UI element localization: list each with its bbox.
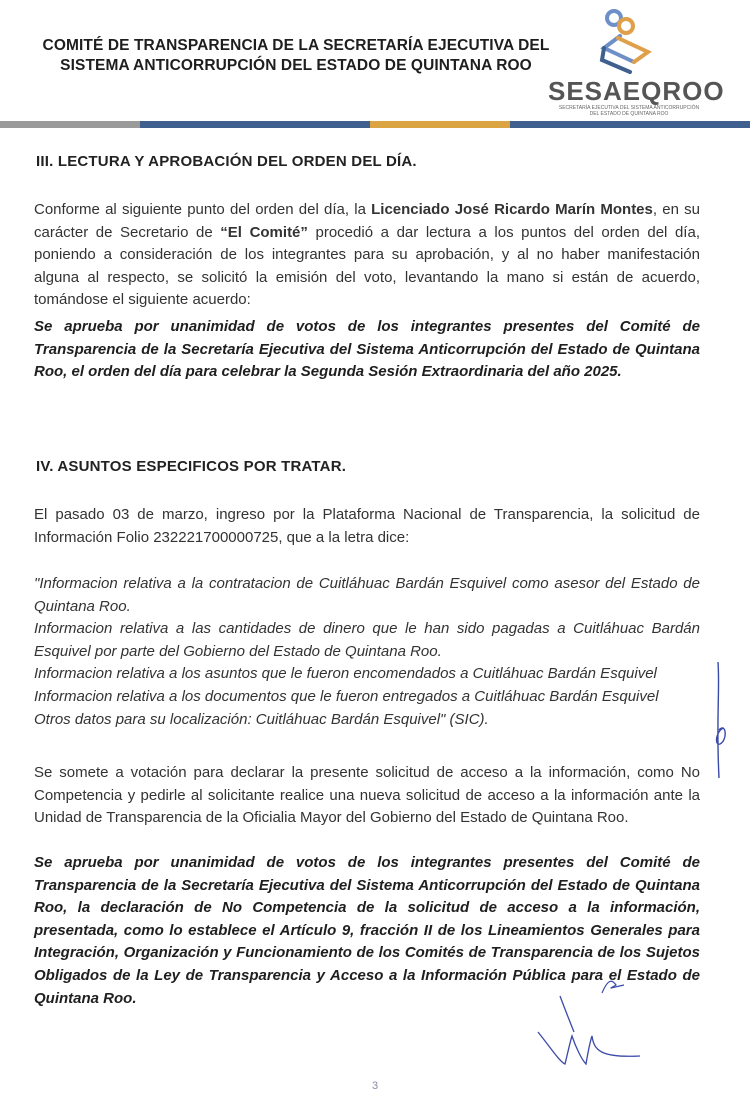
main-signature [530, 992, 645, 1074]
header-color-bar [0, 121, 750, 128]
paragraph-text: Conforme al siguiente punto del orden del día, la [34, 201, 372, 218]
quote-line: Otros datos para su localización: Cuitláhuac Bardán Esquivel" (SIC). [34, 710, 489, 728]
section-3-resolution: Se aprueba por unanimidad de votos de los integrantes presentes del Comité de Transparencia de la Secretaría Ejecutiva del Sistema Anticorrupción del Estado de Quintana Roo, el orden del día para celebrar la Segunda Sesión Extraordinaria del año 2025. [34, 318, 700, 381]
quote-line: Informacion relativa a las cantidades de dinero que le han sido pagadas a Cuitláhuac Bardán Esquivel por parte del Gobierno del Estado de Quintana Roo. [34, 620, 700, 660]
paragraph-text: , en su carácter de Secretario de [34, 201, 700, 241]
page-number: 3 [371, 1080, 379, 1092]
margin-signature [706, 660, 736, 785]
secretary-name: Licenciado José Ricardo Marín Montes [371, 201, 653, 218]
quote-line: Informacion relativa a los asuntos que le fueron encomendados a Cuitláhuac Bardán Esquivel [34, 665, 657, 683]
quote-line: Informacion relativa a los documentos que le fueron entregados a Cuitláhuac Bardán Esquivel [34, 687, 659, 705]
bar-segment-blue [140, 121, 370, 128]
section-4-paragraph-2: Se somete a votación para declarar la presente solicitud de acceso a la información, como No Competencia y pedirle al solicitante realice una nueva solicitud de acceso a la información ante la Unidad de Transparencia de la Oficialia Mayor del Gobierno del Estado de Quintana Roo. [34, 764, 700, 827]
sesaeqroo-logo [540, 6, 725, 118]
logo-subtitle-line-2: DEL ESTADO DE QUINTANA ROO [589, 111, 669, 117]
section-4-heading: IV. ASUNTOS ESPECIFICOS POR TRATAR. [36, 458, 347, 475]
section-3-heading: III. LECTURA Y APROBACIÓN DEL ORDEN DEL DÍA. [36, 153, 417, 170]
bar-segment-gray [0, 121, 140, 128]
quote-line: "Informacion relativa a la contratacion de Cuitláhuac Bardán Esquivel como asesor del Estado de Quintana Roo. [34, 575, 700, 615]
header-title-line-2: SISTEMA ANTICORRUPCIÓN DEL ESTADO DE QUINTANA ROO [60, 57, 532, 74]
header-title-line-1: COMITÉ DE TRANSPARENCIA DE LA SECRETARÍA EJECUTIVA DEL [42, 37, 550, 54]
logo-subtitle [549, 105, 709, 117]
section-4-resolution: Se aprueba por unanimidad de votos de los integrantes presentes del Comité de Transparencia de la Secretaría Ejecutiva del Sistema Anticorrupción del Estado de Quintana Roo, la declaración de No Competencia de la solicitud de acceso a la información, presentada, como lo establece el Artículo 9, fracción II de los Lineamientos Generales para Integración, Organización y Funcionamiento de los Comités de Transparencia de los Sujetos Obligados de la Ley de Transparencia y Acceso a la Información Pública para el Estado de Quintana Roo. [34, 854, 700, 1007]
bar-segment-blue-2 [510, 121, 750, 128]
request-quote [34, 573, 700, 731]
document-header-title [36, 36, 556, 76]
section-3-paragraph [34, 199, 700, 312]
section-4-paragraph-1: El pasado 03 de marzo, ingreso por la Plataforma Nacional de Transparencia, la solicitud de Información Folio 232221700000725, que a la letra dice: [34, 506, 700, 546]
logo-subtitle-line-1: SECRETARÍA EJECUTIVA DEL SISTEMA ANTICORRUPCIÓN [558, 105, 700, 111]
logo-wordmark: SESAEQROO [548, 76, 725, 106]
bar-segment-orange [370, 121, 510, 128]
logo-mark-icon [590, 6, 665, 74]
committee-name: “El Comité” [220, 223, 308, 241]
paragraph-text: procedió a dar lectura a los puntos del orden del día, poniendo a consideración de los integrantes para su aprobación, y al no haber manifestación alguna al respecto, se solicitó la emisión del voto, levantando la mano si están de acuerdo, tomándose el siguiente acuerdo: [34, 223, 700, 309]
